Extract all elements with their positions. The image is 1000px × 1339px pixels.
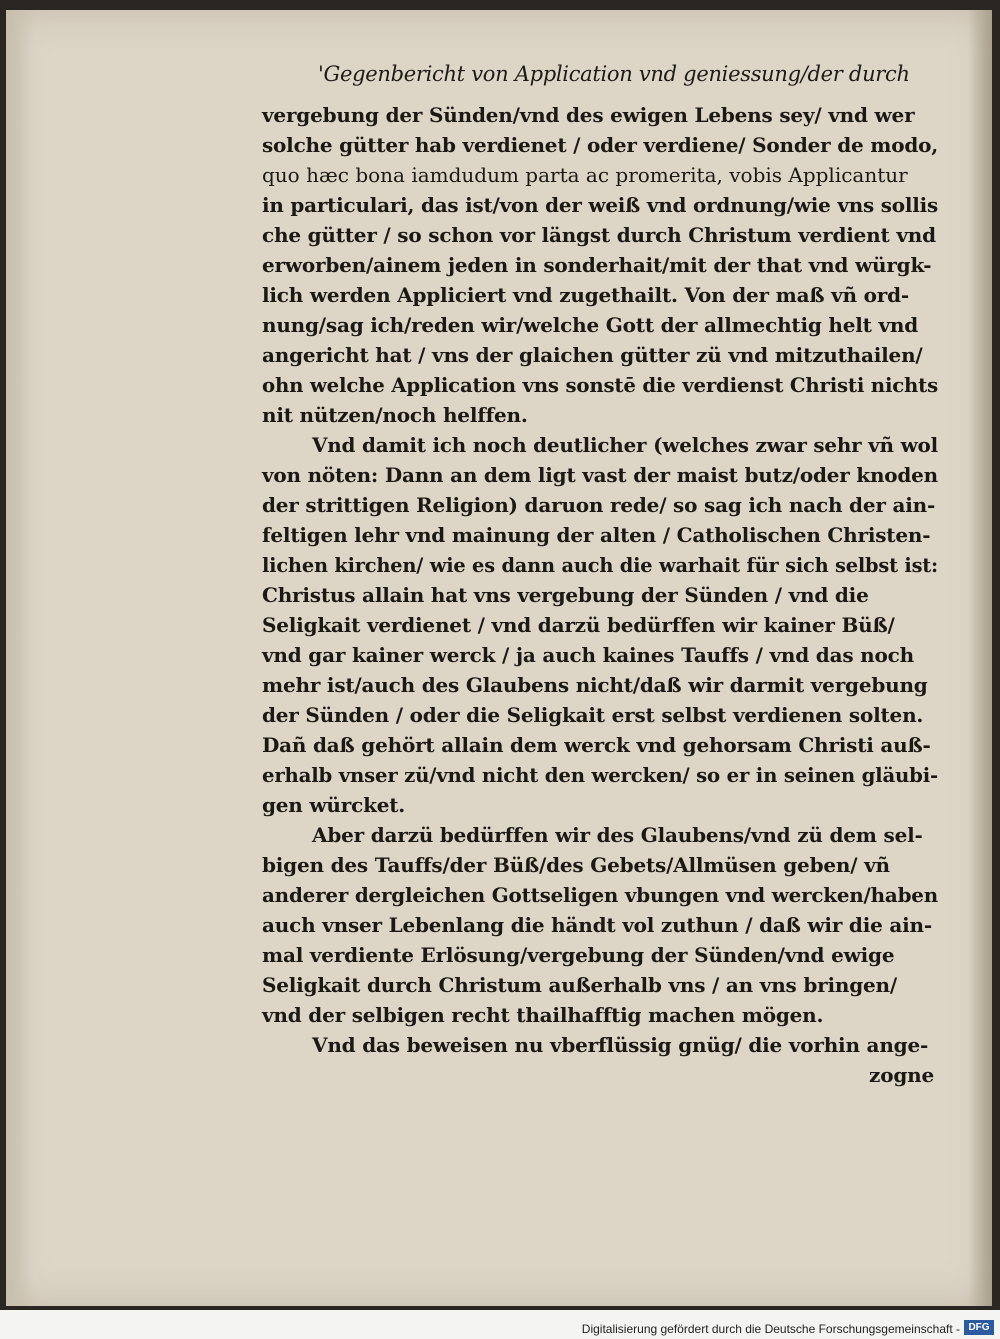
text-line: mehr ist/auch des Glaubens nicht/daß wir darmit vergebung (262, 673, 928, 697)
text-line: Vnd damit ich noch deutlicher (welches zwar sehr vñ wol (312, 433, 938, 457)
text-line: bigen des Tauffs/der Büß/des Gebets/Allmüsen geben/ vñ (262, 853, 890, 877)
text-line: auch vnser Lebenlang die händt vol zuthun / daß wir die ain- (262, 913, 933, 937)
page-edge-shadow (968, 10, 992, 1306)
page-gutter-shadow (6, 10, 34, 1306)
text-line: von nöten: Dann an dem ligt vast der maist butz/oder knoden (262, 463, 938, 487)
text-line: quo hæc bona iamdudum parta ac promerita, vobis Applicantur (262, 163, 908, 187)
text-line: lich werden Appliciert vnd zugethailt. Von der maß vñ ord- (262, 283, 910, 307)
text-line: Seligkait durch Christum außerhalb vns / an vns bringen/ (262, 973, 897, 997)
text-line: Aber darzü bedürffen wir des Glaubens/vnd zü dem sel- (312, 823, 923, 847)
text-line: gen würcket. (262, 793, 406, 817)
text-line: anderer dergleichen Gottseligen vbungen vnd wercken/haben (262, 883, 938, 907)
digitization-credit: Digitalisierung gefördert durch die Deutsche Forschungsgemeinschaft - (581, 1322, 960, 1336)
running-head: 'Gegenbericht von Application vnd geniessung/der durch (318, 62, 910, 86)
text-line: zogne (869, 1063, 934, 1087)
text-line: vergebung der Sünden/vnd des ewigen Lebens sey/ vnd wer (262, 103, 915, 127)
text-line: vnd der selbigen recht thailhafftig machen mögen. (262, 1003, 824, 1027)
text-line: der Sünden / oder die Seligkait erst selbst verdienen solten. (262, 703, 924, 727)
text-line: erhalb vnser zü/vnd nicht den wercken/ so er in seinen gläubi- (262, 763, 938, 787)
body-text (262, 100, 938, 1090)
text-line: ohn welche Application vns sonstē die verdienst Christi nichts (262, 373, 938, 397)
text-line: Dañ daß gehört allain dem werck vnd gehorsam Christi auß- (262, 733, 931, 757)
text-line: in particulari, das ist/von der weiß vnd ordnung/wie vns sollis (262, 193, 938, 217)
text-line: Christus allain hat vns vergebung der Sünden / vnd die (262, 583, 869, 607)
text-line: che gütter / so schon vor längst durch Christum verdient vnd (262, 223, 936, 247)
text-line: nit nützen/noch helffen. (262, 403, 528, 427)
text-line: angericht hat / vns der glaichen gütter zü vnd mitzuthailen/ (262, 343, 923, 367)
text-line: erworben/ainem jeden in sonderhait/mit der that vnd würgk- (262, 253, 932, 277)
text-line: feltigen lehr vnd mainung der alten / Catholischen Christen- (262, 523, 931, 547)
text-line: mal verdiente Erlösung/vergebung der Sünden/vnd ewige (262, 943, 895, 967)
text-line: nung/sag ich/reden wir/welche Gott der allmechtig helt vnd (262, 313, 918, 337)
text-line: der strittigen Religion) daruon rede/ so sag ich nach der ain- (262, 493, 936, 517)
text-line: Seligkait verdienet / vnd darzü bedürffen wir kainer Büß/ (262, 613, 895, 637)
text-line: Vnd das beweisen nu vberflüssig gnüg/ die vorhin ange- (312, 1033, 929, 1057)
dfg-logo: DFG (964, 1320, 994, 1335)
text-line: vnd gar kainer werck / ja auch kaines Tauffs / vnd das noch (262, 643, 914, 667)
text-line: solche gütter hab verdienet / oder verdiene/ Sonder de modo, (262, 133, 938, 157)
text-line: lichen kirchen/ wie es dann auch die warhait für sich selbst ist: (262, 553, 938, 577)
